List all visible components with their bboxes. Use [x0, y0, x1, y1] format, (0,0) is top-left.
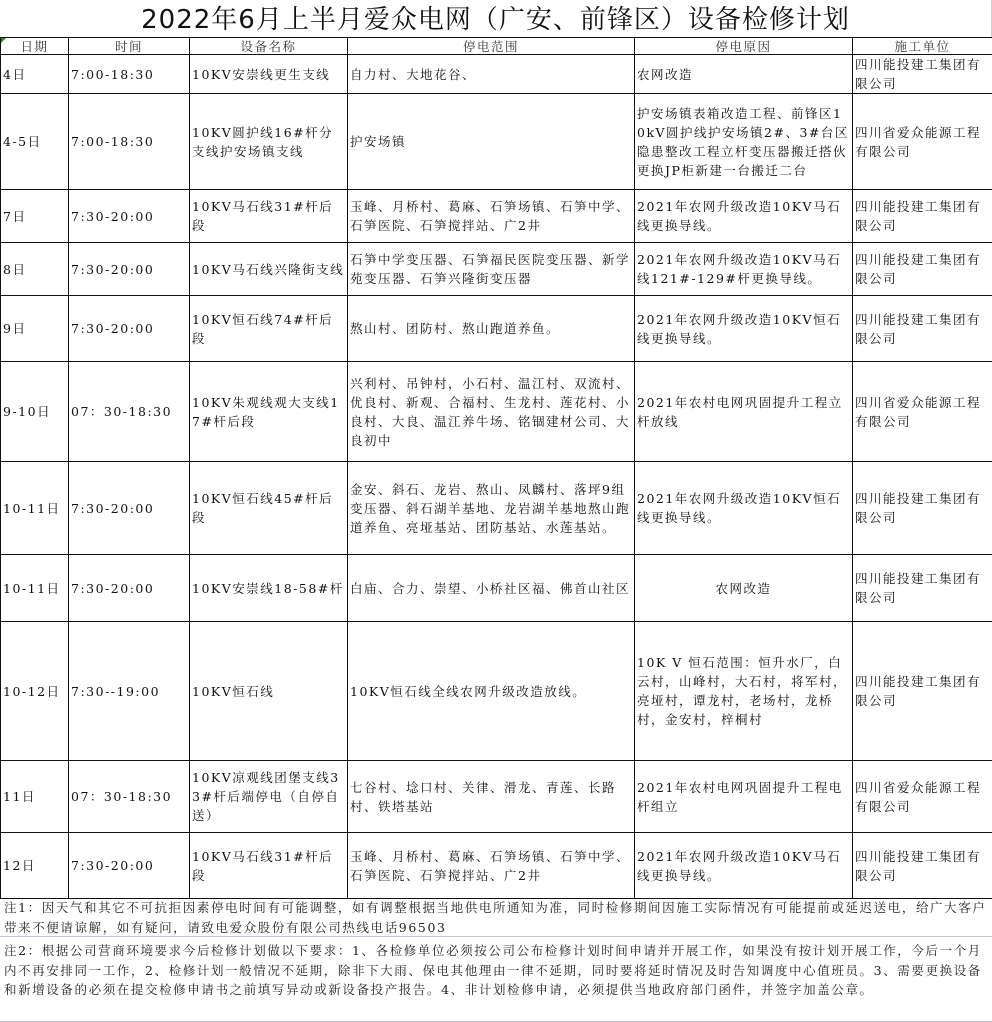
cell-time[interactable]: 7:00-18:30: [69, 55, 190, 94]
cell-date[interactable]: 10-11日: [1, 462, 69, 555]
cell-contractor[interactable]: 四川能投建工集团有限公司: [853, 190, 992, 243]
cell-contractor[interactable]: 四川能投建工集团有限公司: [853, 833, 992, 899]
cell-equipment[interactable]: 10KV安崇线18-58#杆: [190, 555, 348, 622]
cell-reason[interactable]: 2021年农网升级改造10KV马石线更换导线。: [635, 190, 853, 243]
note-2[interactable]: 注2：根据公司营商环境要求今后检修计划做以下要求：1、各检修单位必须按公司公布检修计划时间申请并开展工作，如果没有按计划开展工作，今后一个月内不再安排同一工作，2、检修计划一般情况不延期，除非下大雨、保电其他理由一律不延期，同时要将延时情况及时告知调度中心值班员。3、需要更换设备和新增设备的必须在提交检修申请书之前填写异动或新设备投产报告。4、非计划检修申请，必须提供当地政府部门函件，并签字加盖公章。: [0, 937, 992, 1022]
maintenance-schedule-table: [0, 37, 992, 899]
cell-contractor[interactable]: 四川能投建工集团有限公司: [853, 462, 992, 555]
cell-reason[interactable]: 10K V 恒石范围：恒升水厂，白云村，山峰村，大石村，将军村，亮垭村，谭龙村，老场村，龙桥村，金安村，梓桐村: [635, 622, 853, 761]
table-row: [1, 362, 992, 462]
cell-scope[interactable]: 金安、斜石、龙岩、熬山、凤麟村、落坪9组变压器、斜石湖羊基地、龙岩湖羊基地熬山跑道养鱼、亮垭基站、团防基站、水莲基站。: [348, 462, 635, 555]
table-row: [1, 55, 992, 94]
cell-equipment[interactable]: 10KV马石线兴隆街支线: [190, 243, 348, 296]
cell-equipment[interactable]: 10KV安崇线更生支线: [190, 55, 348, 94]
cell-time[interactable]: 7:30-20:00: [69, 555, 190, 622]
cell-contractor[interactable]: 四川能投建工集团有限公司: [853, 243, 992, 296]
cell-date[interactable]: 9日: [1, 296, 69, 362]
cell-reason[interactable]: 2021年农网升级改造10KV马石线121#-129#杆更换导线。: [635, 243, 853, 296]
cell-contractor[interactable]: 四川能投建工集团有限公司: [853, 55, 992, 94]
column-header-contractor[interactable]: 施工单位: [853, 38, 992, 55]
cell-scope[interactable]: 兴利村、吊钟村，小石村、温江村、双流村、优良村、新观、合福村、生龙村、莲花村、小良村、大良、温江养牛场、铭锢建材公司、大良初中: [348, 362, 635, 462]
cell-time[interactable]: 7:30-20:00: [69, 190, 190, 243]
cell-date[interactable]: 4-5日: [1, 94, 69, 190]
table-row: [1, 190, 992, 243]
cell-date[interactable]: 10-11日: [1, 555, 69, 622]
cell-contractor[interactable]: 四川省爱众能源工程有限公司: [853, 94, 992, 190]
column-header-reason[interactable]: 停电原因: [635, 38, 853, 55]
column-header-scope[interactable]: 停电范围: [348, 38, 635, 55]
table-row: [1, 462, 992, 555]
cell-equipment[interactable]: 10KV马石线31#杆后段: [190, 190, 348, 243]
cell-contractor[interactable]: 四川能投建工集团有限公司: [853, 296, 992, 362]
cell-reason[interactable]: 2021年农网升级改造10KV恒石线更换导线。: [635, 296, 853, 362]
cell-scope[interactable]: 10KV恒石线全线农网升级改造放线。: [348, 622, 635, 761]
cell-contractor[interactable]: 四川省爱众能源工程有限公司: [853, 761, 992, 833]
cell-time[interactable]: 7:30-20:00: [69, 462, 190, 555]
page-title: 2022年6月上半月爱众电网（广安、前锋区）设备检修计划: [0, 0, 992, 37]
cell-reason[interactable]: 2021年农村电网巩固提升工程立杆放线: [635, 362, 853, 462]
cell-date[interactable]: 9-10日: [1, 362, 69, 462]
notes-section: [0, 896, 992, 1022]
table-row: [1, 622, 992, 761]
cell-reason[interactable]: 2021年农村电网巩固提升工程电杆组立: [635, 761, 853, 833]
cell-time[interactable]: 07：30-18:30: [69, 362, 190, 462]
column-header-date[interactable]: 日期: [1, 38, 69, 55]
cell-date[interactable]: 11日: [1, 761, 69, 833]
cell-contractor[interactable]: 四川能投建工集团有限公司: [853, 622, 992, 761]
cell-reason[interactable]: 农网改造: [635, 555, 853, 622]
cell-equipment[interactable]: 10KV圆护线16#杆分支线护安场镇支线: [190, 94, 348, 190]
cell-equipment[interactable]: 10KV凉观线团堡支线33#杆后端停电（自停自送）: [190, 761, 348, 833]
cell-time[interactable]: 7:30-20:00: [69, 243, 190, 296]
cell-scope[interactable]: 七谷村、埝口村、关律、滑龙、青莲、长路村、铁塔基站: [348, 761, 635, 833]
cell-equipment[interactable]: 10KV恒石线45#杆后段: [190, 462, 348, 555]
cell-date[interactable]: 8日: [1, 243, 69, 296]
cell-contractor[interactable]: 四川能投建工集团有限公司: [853, 555, 992, 622]
cell-time[interactable]: 7:30-20:00: [69, 296, 190, 362]
cell-time[interactable]: 7:00-18:30: [69, 94, 190, 190]
cell-reason[interactable]: 护安场镇表箱改造工程、前锋区10kV圆护线护安场镇2#、3#台区隐患整改工程立杆变压器搬迁搭伙更换JP柜新建一台搬迁二台: [635, 94, 853, 190]
table-row: [1, 761, 992, 833]
cell-time[interactable]: 7:30-20:00: [69, 833, 190, 899]
cell-reason[interactable]: 2021年农网升级改造10KV恒石线更换导线。: [635, 462, 853, 555]
table-row: [1, 94, 992, 190]
cell-reason[interactable]: 2021年农网升级改造10KV马石线更换导线。: [635, 833, 853, 899]
cell-scope[interactable]: 玉峰、月桥村、葛麻、石笋场镇、石笋中学、石笋医院、石笋搅拌站、广2井: [348, 833, 635, 899]
cell-date[interactable]: 12日: [1, 833, 69, 899]
cell-scope[interactable]: 护安场镇: [348, 94, 635, 190]
cell-scope[interactable]: 自力村、大地花谷、: [348, 55, 635, 94]
cell-scope[interactable]: 玉峰、月桥村、葛麻、石笋场镇、石笋中学、石笋医院、石笋搅拌站、广2井: [348, 190, 635, 243]
cell-scope[interactable]: 熬山村、团防村、熬山跑道养鱼。: [348, 296, 635, 362]
cell-scope[interactable]: 石笋中学变压器、石笋福民医院变压器、新学苑变压器、石笋兴隆街变压器: [348, 243, 635, 296]
cell-equipment[interactable]: 10KV马石线31#杆后段: [190, 833, 348, 899]
cell-time[interactable]: 07：30-18:30: [69, 761, 190, 833]
cell-equipment[interactable]: 10KV恒石线: [190, 622, 348, 761]
header-row: [1, 38, 992, 55]
table-row: [1, 555, 992, 622]
table-row: [1, 296, 992, 362]
cell-contractor[interactable]: 四川省爱众能源工程有限公司: [853, 362, 992, 462]
cell-time[interactable]: 7:30--19:00: [69, 622, 190, 761]
column-header-equipment[interactable]: 设备名称: [190, 38, 348, 55]
cell-scope[interactable]: 白庙、合力、崇望、小桥社区福、佛首山社区: [348, 555, 635, 622]
cell-date[interactable]: 10-12日: [1, 622, 69, 761]
note-1[interactable]: 注1：因天气和其它不可抗拒因素停电时间有可能调整，如有调整根据当地供电所通知为准，同时检修期间因施工实际情况有可能提前或延迟送电，给广大客户带来不便请谅解，如有疑问，请致电爱众股份有限公司热线电话96503: [0, 896, 992, 937]
table-row: [1, 833, 992, 899]
table-row: [1, 243, 992, 296]
cell-reason[interactable]: 农网改造: [635, 55, 853, 94]
cell-equipment[interactable]: 10KV朱观线观大支线17#杆后段: [190, 362, 348, 462]
cell-date[interactable]: 7日: [1, 190, 69, 243]
column-header-time[interactable]: 时间: [69, 38, 190, 55]
cell-equipment[interactable]: 10KV恒石线74#杆后段: [190, 296, 348, 362]
cell-date[interactable]: 4日: [1, 55, 69, 94]
